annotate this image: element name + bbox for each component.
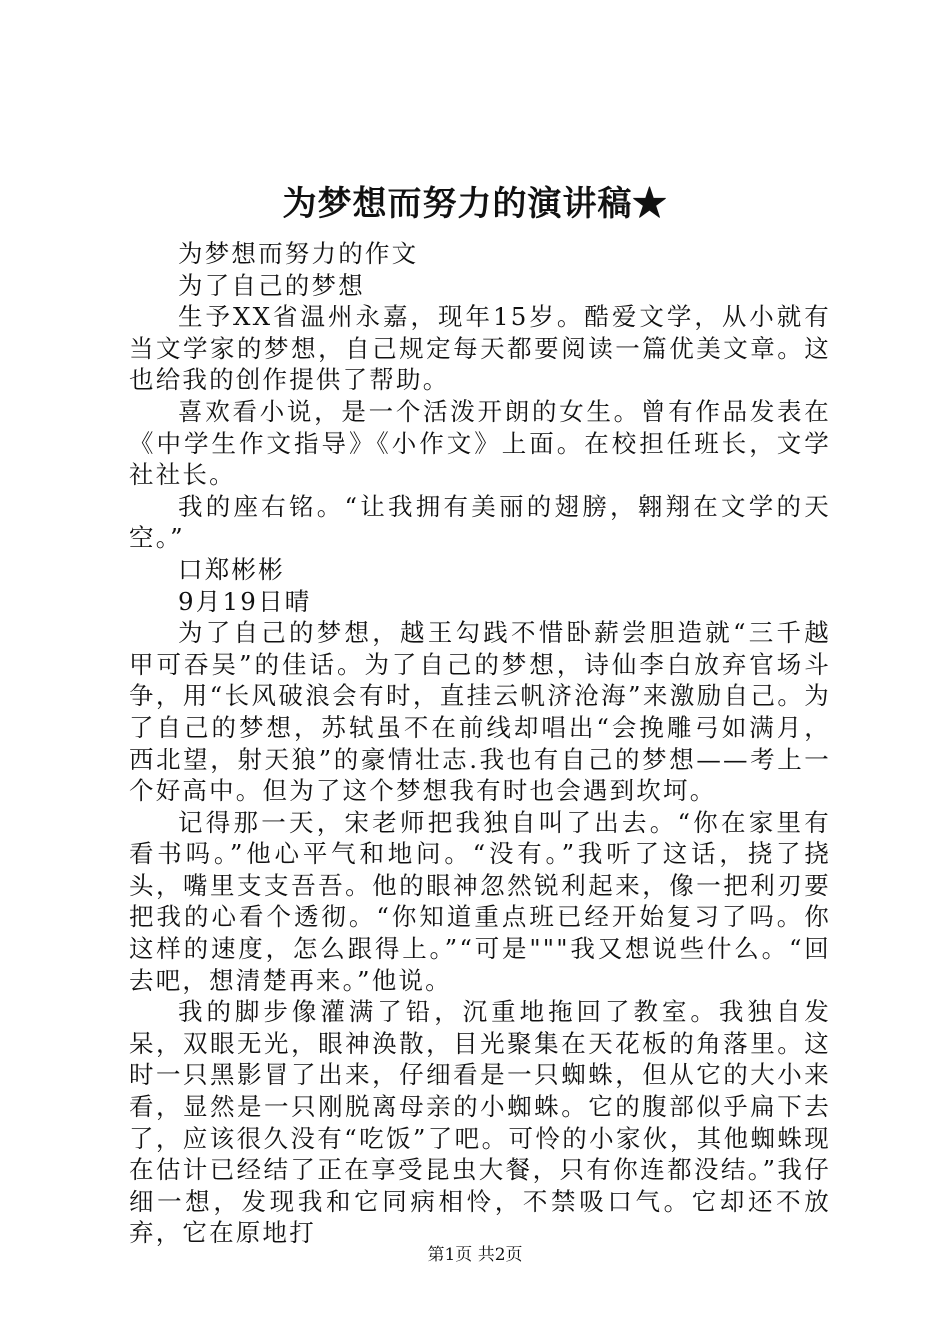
paragraph-heading: 为了自己的梦想 — [178, 270, 365, 300]
document-title: 为梦想而努力的演讲稿★ — [282, 184, 668, 224]
paragraph: 记得那一天，宋老师把我独自叫了出去。“你在家里有看书吗。”他心平气和地问。“没有。”我听了这话，挠了挠头，嘴里支支吾吾。他的眼神忽然锐利起来，像一把利刃要把我的心看个透彻。“你知道重点班已经开始复习了吗。你这样的速度，怎么跟得上。”“可是"""我又想说些什么。“回去吧，想清楚再来。”他说。 — [129, 807, 831, 995]
paragraph-date: 9月19日晴 — [178, 586, 312, 616]
paragraph-subtitle: 为梦想而努力的作文 — [178, 239, 419, 268]
paragraph: 喜欢看小说，是一个活泼开朗的女生。曾有作品发表在《中学生作文指导》《小作文》上面。在校担任班长，文学社社长。 — [129, 396, 831, 490]
paragraph: 我的脚步像灌满了铅，沉重地拖回了教室。我独自发呆，双眼无光，眼神涣散，目光聚集在天花板的角落里。这时一只黑影冒了出来，仔细看是一只蜘蛛，但从它的大小来看，显然是一只刚脱离母亲的小蜘蛛。它的腹部似乎扁下去了，应该很久没有“吃饭”了吧。可怜的小家伙，其他蜘蛛现在估计已经结了正在享受昆虫大餐，只有你连都没结。”我仔细一想，发现我和它同病相怜，不禁吸口气。它却还不放弃，它在原地打 — [129, 997, 831, 1248]
document-body — [129, 238, 831, 1249]
paragraph: 我的座右铭。“让我拥有美丽的翅膀，翱翔在文学的天空。” — [129, 491, 831, 553]
paragraph: 为了自己的梦想，越王勾践不惜卧薪尝胆造就“三千越甲可吞吴”的佳话。为了自己的梦想，诗仙李白放弃官场斗争，用“长风破浪会有时，直挂云帆济沧海”来激励自己。为了自己的梦想，苏轼虽不在前线却唱出“会挽雕弓如满月，西北望，射天狼”的豪情壮志.我也有自己的梦想——考上一个好高中。但为了这个梦想我有时也会遇到坎坷。 — [129, 618, 831, 806]
paragraph-author: 口郑彬彬 — [178, 554, 285, 584]
paragraph: 生予XX省温州永嘉，现年15岁。酷爱文学，从小就有当文学家的梦想，自己规定每天都要阅读一篇优美文章。这也给我的创作提供了帮助。 — [129, 302, 831, 395]
page-footer: 第1页 共2页 — [427, 1245, 523, 1265]
